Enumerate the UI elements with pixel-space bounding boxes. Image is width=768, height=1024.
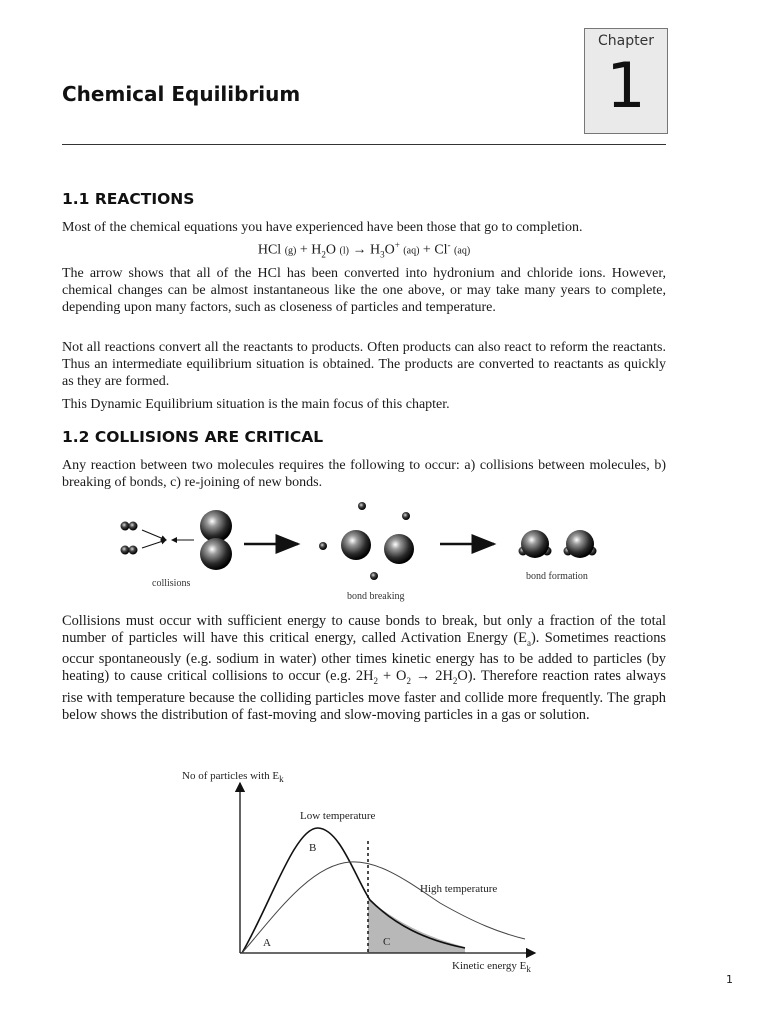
high-temperature-label: High temperature	[420, 883, 498, 895]
chapter-number: 1	[606, 49, 646, 122]
activation-text-1: Collisions must occur with sufficient energy to cause bonds to break, but only a fraction of the total number of particles will have this critical energy, called Activation Energy (E	[62, 613, 666, 646]
activation-sub-o2: 2	[406, 676, 411, 687]
label-bond-formation: bond formation	[526, 571, 588, 582]
energy-distribution-graph	[170, 765, 570, 980]
activation-sub-h2o: 2	[452, 676, 458, 687]
label-b: B	[309, 842, 317, 854]
eq-hcl: HCl	[257, 242, 282, 258]
activation-text-2: ). Sometimes reactions occur spontaneously (e.g. sodium in water) other times kinetic energy has to be added to particles (by heating) to cause critical collisions to occur (e.g. 2H	[62, 629, 667, 685]
eq-hcl-state: (g)	[284, 245, 297, 257]
x-axis-label	[452, 960, 531, 974]
section-intro-reactions: Most of the chemical equations you have experienced have been those that go to completion.	[62, 220, 583, 235]
activation-sub-a: a	[526, 637, 531, 648]
eq-o: O	[325, 242, 337, 258]
title-rule	[62, 144, 666, 145]
section-heading-collisions: 1.2 COLLISIONS ARE CRITICAL	[62, 428, 324, 446]
chapter-label: Chapter	[598, 33, 654, 49]
eq-h3o-charge: +	[394, 240, 400, 250]
low-temperature-label: Low temperature	[300, 810, 376, 822]
new-molecule-right	[564, 530, 597, 558]
eq-arrow: →	[352, 242, 367, 258]
label-collisions: collisions	[152, 578, 191, 589]
paragraph-activation-energy	[62, 613, 666, 724]
y-axis-label-sub: k	[279, 774, 284, 785]
eq-h2o-state: (l)	[339, 245, 349, 257]
chapter-box	[584, 28, 668, 134]
collision-diagram	[110, 496, 610, 609]
eq-plus: +	[299, 242, 308, 258]
activation-text-4: → 2H	[410, 668, 453, 685]
y-axis-label-text: No of particles with E	[182, 770, 280, 782]
eq-cl-charge: -	[447, 240, 451, 250]
x-axis-label-sub: k	[526, 964, 531, 975]
eq-cl: Cl	[434, 242, 448, 258]
small-molecule-top	[121, 522, 138, 531]
activation-text-5: O). Therefore reaction rates always rise with temperature because the colliding particles move faster and collide more frequently. The graph below shows the distribution of fast-moving and slow-moving particles in a gas or solution.	[62, 668, 666, 723]
label-bond-breaking: bond breaking	[347, 591, 405, 602]
collision-arrow	[142, 530, 166, 540]
x-axis-label-text: Kinetic energy E	[452, 960, 527, 972]
eq-cl-state: (aq)	[454, 245, 471, 257]
eq-h2o-sub: 2	[321, 249, 326, 260]
page-number: 1	[726, 973, 733, 986]
large-molecule	[200, 510, 232, 570]
activation-text-3: + O	[378, 668, 407, 685]
chapter-title: Chemical Equilibrium	[62, 82, 301, 106]
eq-h: H	[311, 242, 322, 258]
eq-plus-2: +	[422, 242, 431, 258]
section-intro-collisions: Any reaction between two molecules requires the following to occur: a) collisions between molecules, b) breaking of bonds, c) re-joining of new bonds.	[62, 458, 666, 490]
label-a: A	[263, 937, 271, 949]
section-heading-reactions: 1.1 REACTIONS	[62, 190, 195, 208]
label-c: C	[383, 936, 391, 948]
separated-atoms	[319, 502, 414, 580]
eq-h3o-state: (aq)	[403, 245, 420, 257]
activation-sub-h2: 2	[373, 676, 378, 687]
paragraph-dynamic: This Dynamic Equilibrium situation is the main focus of this chapter.	[62, 397, 450, 412]
chemical-equation	[62, 240, 666, 259]
paragraph-equilibrium: Not all reactions convert all the reactants to products. Often products can also react to reform the reactants. Thus an intermediate equilibrium situation is obtained. The products are converted to reactants as quickly as they are formed.	[62, 340, 666, 389]
small-molecule-bottom	[121, 546, 138, 555]
paragraph-arrow: The arrow shows that all of the HCl has been converted into hydronium and chloride ions. However, chemical changes can be almost instantaneous like the one above, or may take many years to complete, depending upon many factors, such as closeness of particles and temperature.	[62, 266, 666, 315]
collision-arrow	[142, 540, 166, 548]
y-axis-label	[182, 770, 284, 784]
new-molecule-left	[519, 530, 552, 558]
eq-h3o-o: O	[384, 242, 395, 258]
eq-h3o-sub: 3	[380, 249, 385, 260]
eq-h3o-h: H	[369, 242, 381, 258]
energy-distribution-svg	[170, 765, 570, 975]
